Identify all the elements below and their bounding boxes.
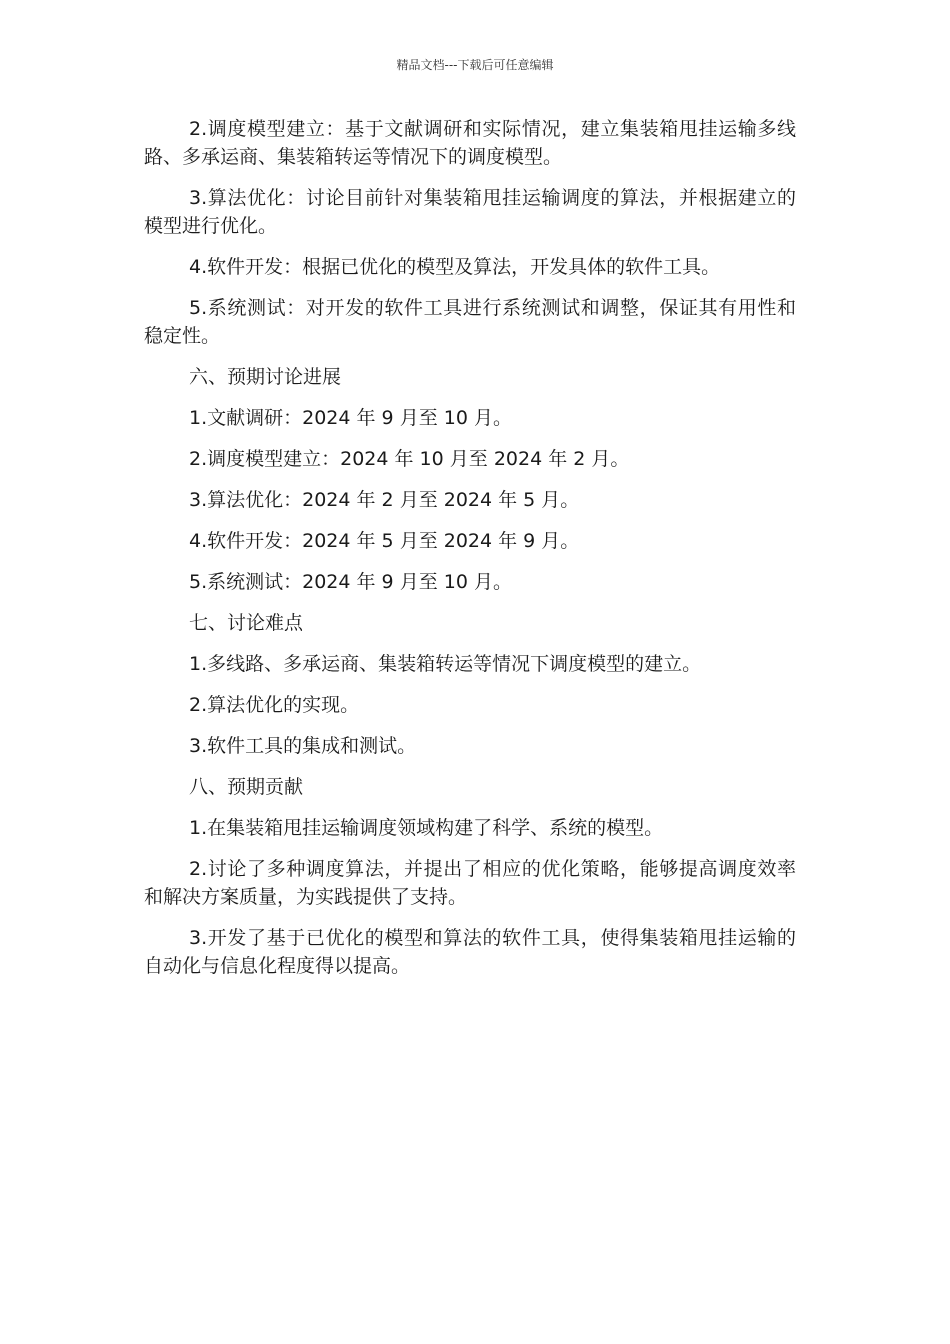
paragraph: 2.讨论了多种调度算法，并提出了相应的优化策略，能够提高调度效率和解决方案质量，为实践提供了支持。: [144, 858, 796, 908]
section-heading: 八、预期贡献: [189, 776, 304, 798]
paragraph: 1.文献调研：2024 年 9 月至 10 月。: [189, 407, 512, 429]
paragraph: 1.在集装箱甩挂运输调度领域构建了科学、系统的模型。: [189, 817, 664, 839]
paragraph: 5.系统测试：对开发的软件工具进行系统测试和调整，保证其有用性和稳定性。: [144, 297, 796, 347]
paragraph: 3.开发了基于已优化的模型和算法的软件工具，使得集装箱甩挂运输的自动化与信息化程度得以提高。: [144, 927, 796, 977]
paragraph: 2.算法优化的实现。: [189, 694, 360, 716]
paragraph: 2.调度模型建立：基于文献调研和实际情况，建立集装箱甩挂运输多线路、多承运商、集装箱转运等情况下的调度模型。: [144, 118, 796, 168]
paragraph: 5.系统测试：2024 年 9 月至 10 月。: [189, 571, 512, 593]
paragraph: 1.多线路、多承运商、集装箱转运等情况下调度模型的建立。: [189, 653, 702, 675]
section-heading: 六、预期讨论进展: [189, 366, 342, 388]
paragraph: 4.软件开发：根据已优化的模型及算法，开发具体的软件工具。: [189, 256, 721, 278]
paragraph: 3.软件工具的集成和测试。: [189, 735, 417, 757]
paragraph: 2.调度模型建立：2024 年 10 月至 2024 年 2 月。: [189, 448, 630, 470]
section-heading: 七、讨论难点: [189, 612, 304, 634]
paragraph: 4.软件开发：2024 年 5 月至 2024 年 9 月。: [189, 530, 580, 552]
paragraph: 3.算法优化：讨论目前针对集装箱甩挂运输调度的算法，并根据建立的模型进行优化。: [144, 187, 796, 237]
page-header: 精品文档---下载后可任意编辑: [396, 58, 554, 72]
document-body: [144, 115, 796, 993]
paragraph: 3.算法优化：2024 年 2 月至 2024 年 5 月。: [189, 489, 580, 511]
